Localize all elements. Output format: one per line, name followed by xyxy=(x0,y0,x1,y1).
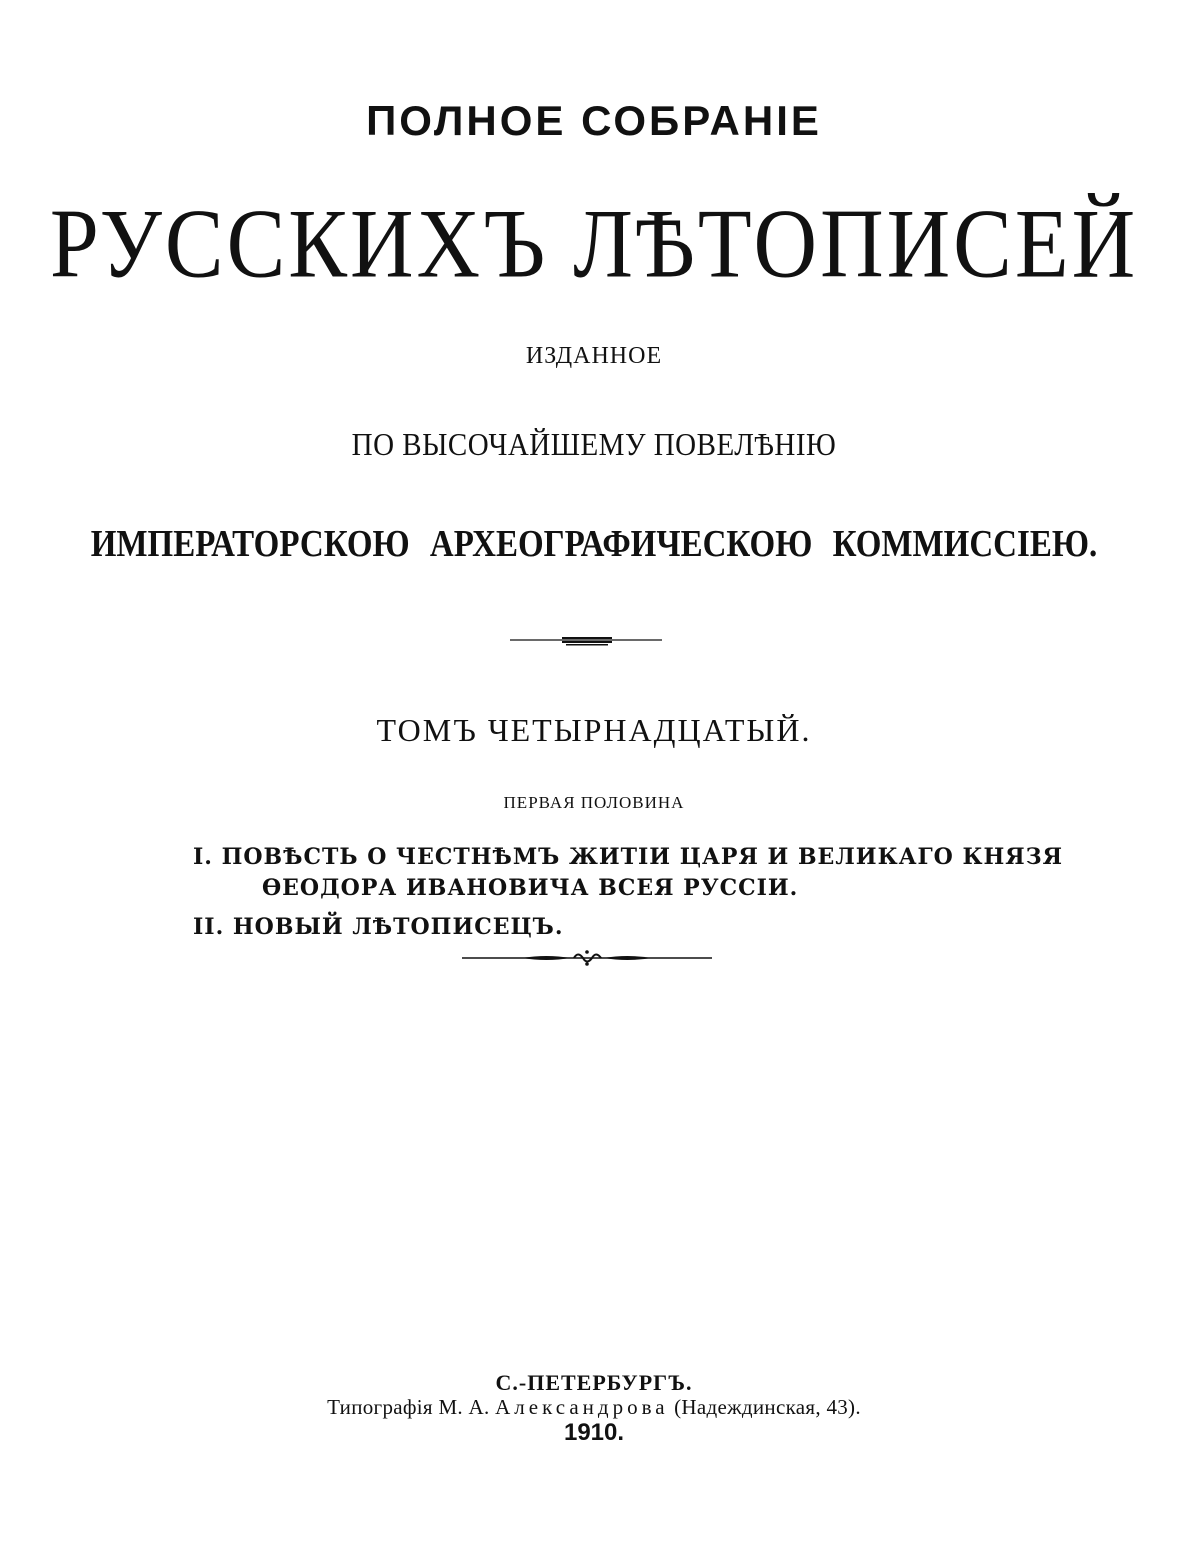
contents-item-2: II. НОВЫЙ ЛѢТОПИСЕЦЪ. xyxy=(193,914,564,940)
main-title: РУССКИХЪ ЛѢТОПИСЕЙ xyxy=(49,190,1139,300)
command-line: ПО ВЫСОЧАЙШЕМУ ПОВЕЛѢНІЮ xyxy=(351,427,837,463)
volume-title: ТОМЪ ЧЕТЫРНАДЦАТЫЙ. xyxy=(376,712,812,748)
contents-item-1-line-1: I. ПОВѢСТЬ О ЧЕСТНѢМЪ ЖИТІИ ЦАРЯ И ВЕЛИКАГО КНЯЗЯ xyxy=(193,844,1063,870)
ornamental-rule-top xyxy=(510,636,662,646)
press-address: (Надеждинская, 43). xyxy=(674,1395,861,1419)
imprint-press xyxy=(0,1397,1188,1418)
half-label: ПЕРВАЯ ПОЛОВИНА xyxy=(503,793,685,812)
press-name: Александрова xyxy=(495,1395,669,1419)
press-prefix: Типографія М. А. xyxy=(327,1395,490,1419)
imprint-year: 1910. xyxy=(563,1419,625,1446)
contents-item-1-line-2: ѲЕОДОРА ИВАНОВИЧА ВСЕЯ РУССІИ. xyxy=(262,875,799,901)
edited-line: ИЗДАННОЕ xyxy=(525,343,663,369)
imprint-city: С.-ПЕТЕРБУРГЪ. xyxy=(495,1370,693,1395)
series-title: ПОЛНОЕ СОБРАНІЕ xyxy=(366,97,822,144)
publisher-line: ИМПЕРАТОРСКОЮ АРХЕОГРАФИЧЕСКОЮ КОММИССІЕЮ. xyxy=(90,523,1098,566)
ornamental-rule-bottom xyxy=(462,948,712,968)
